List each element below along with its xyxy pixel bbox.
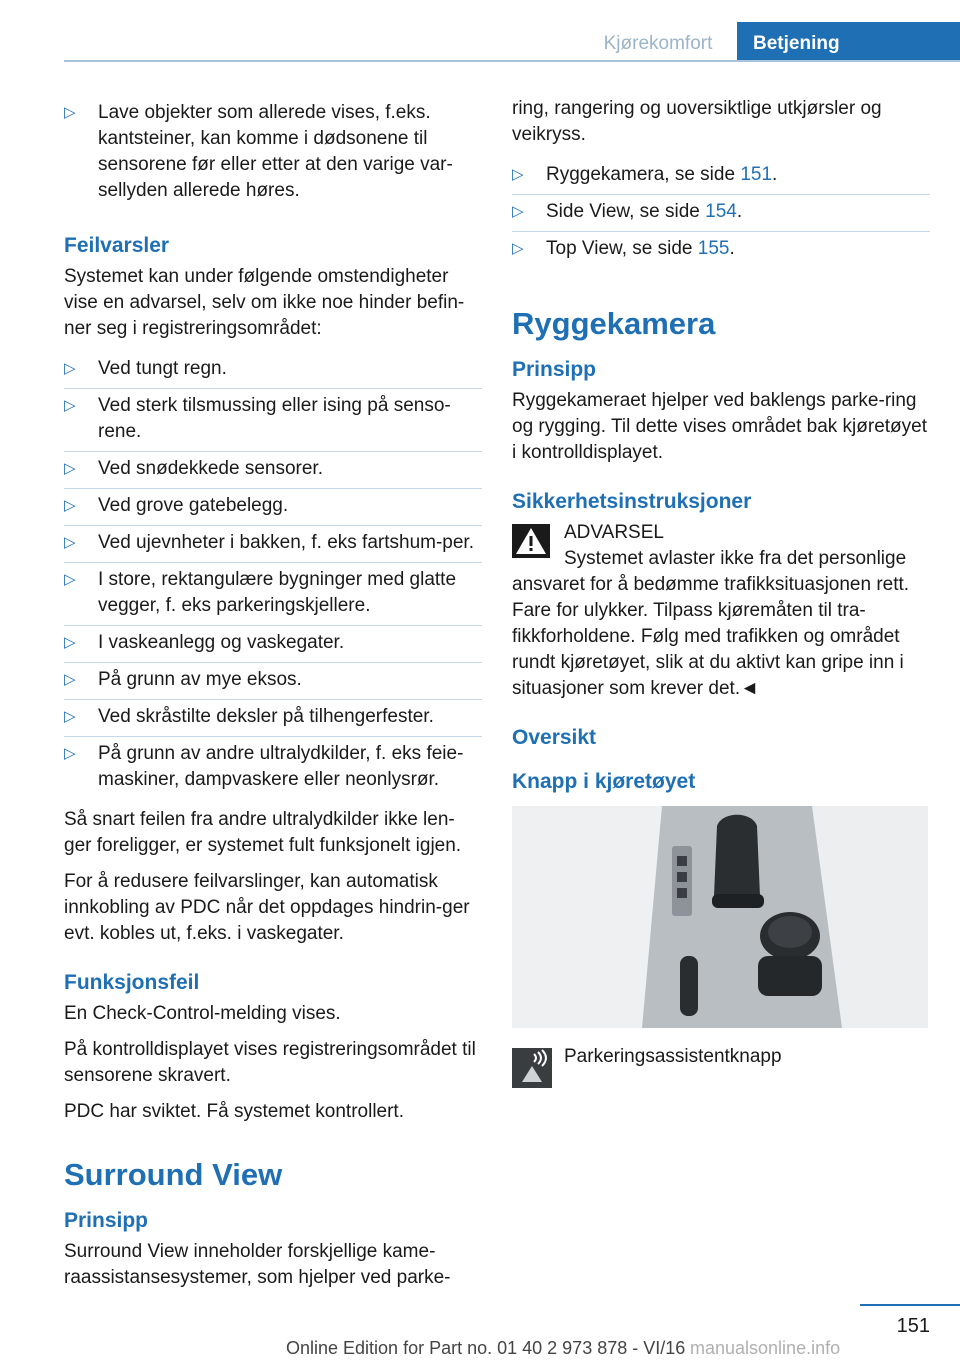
paragraph: PDC har sviktet. Få systemet kontrollert. bbox=[64, 1101, 404, 1122]
triangle-bullet-icon: ▷ bbox=[64, 571, 76, 588]
list-item: ▷ Ryggekamera, se side 151. bbox=[512, 158, 930, 195]
heading-knapp: Knapp i kjøretøyet bbox=[512, 770, 696, 793]
paragraph: For å redusere feilvarslinger, kan automatisk innkobling av PDC når det oppdages hindrin-ger evt. kobles ut, f.eks. i vaskegater. bbox=[64, 871, 470, 944]
paragraph: ring, rangering og uoversiktlige utkjørsler og veikryss. bbox=[512, 98, 882, 145]
triangle-bullet-icon: ▷ bbox=[512, 240, 524, 257]
triangle-bullet-icon: ▷ bbox=[64, 534, 76, 551]
warning-title: ADVARSEL bbox=[564, 522, 664, 543]
paragraph: På kontrolldisplayet vises registreringsområdet til sensorene skravert. bbox=[64, 1039, 476, 1086]
feilvarsler-bullets bbox=[64, 352, 482, 799]
feilvarsler-text: Systemet kan under følgende omstendigheter vise en advarsel, selv om ikke noe hinder befin-ner seg i registreringsområdet: bbox=[64, 266, 465, 339]
triangle-bullet-icon: ▷ bbox=[64, 104, 76, 121]
triangle-bullet-icon: ▷ bbox=[512, 203, 524, 220]
heading-prinsipp: Prinsipp bbox=[64, 1209, 149, 1232]
list-item: ▷ Ved snødekkede sensorer. bbox=[64, 452, 482, 489]
list-item: ▷ Side View, se side 154. bbox=[512, 195, 930, 232]
triangle-bullet-icon: ▷ bbox=[64, 397, 76, 414]
page-link[interactable]: 154 bbox=[705, 201, 737, 222]
list-item: ▷ I vaskeanlegg og vaskegater. bbox=[64, 626, 482, 663]
tab-betjening[interactable]: Betjening bbox=[737, 22, 960, 62]
list-item: ▷ I store, rektangulære bygninger med glatte vegger, f. eks parkeringskjellere. bbox=[64, 563, 482, 626]
list-item: ▷ Top View, se side 155. bbox=[512, 232, 930, 268]
reference-bullets bbox=[512, 158, 930, 268]
triangle-bullet-icon: ▷ bbox=[64, 745, 76, 762]
watermark: manualsonline.info bbox=[690, 1338, 841, 1358]
paragraph: En Check-Control-melding vises. bbox=[64, 1003, 341, 1024]
triangle-bullet-icon: ▷ bbox=[512, 166, 524, 183]
list-item: ▷ På grunn av andre ultralydkilder, f. eks feie-maskiner, dampvaskere eller neonlysrør. bbox=[64, 743, 464, 790]
triangle-bullet-icon: ▷ bbox=[64, 634, 76, 651]
triangle-bullet-icon: ▷ bbox=[64, 671, 76, 688]
triangle-bullet-icon: ▷ bbox=[64, 708, 76, 725]
parking-assistant-icon bbox=[512, 1048, 552, 1088]
left-column bbox=[64, 96, 482, 1301]
list-item: ▷ På grunn av mye eksos. bbox=[64, 663, 482, 700]
warning-text: ansvaret for å bedømme trafikksituasjonen rett. Fare for ulykker. Tilpass kjøremåten til tra-fikkforholdene. Følg med trafikken og området rundt kjøretøyet, slik at du aktivt kan gripe inn i situasjoner som krever det.◄ bbox=[512, 574, 910, 699]
page-link[interactable]: 151 bbox=[740, 164, 773, 185]
right-column bbox=[512, 96, 930, 1070]
triangle-bullet-icon: ▷ bbox=[64, 360, 76, 377]
paragraph: Så snart feilen fra andre ultralydkilder ikke len-ger foreligger, er systemet fult funksjonelt igjen. bbox=[64, 809, 462, 856]
list-item: ▷ Ved tungt regn. bbox=[64, 352, 482, 389]
parking-assistant-button-row bbox=[512, 1044, 930, 1070]
list-item: ▷ Ved grove gatebelegg. bbox=[64, 489, 482, 526]
page-header bbox=[0, 0, 960, 62]
page-link[interactable]: 155 bbox=[697, 238, 730, 259]
page-number: 151 bbox=[896, 1315, 930, 1337]
warning-triangle-icon bbox=[512, 524, 550, 558]
heading-oversikt: Oversikt bbox=[512, 726, 597, 749]
header-divider bbox=[64, 60, 960, 62]
heading-feilvarsler: Feilvarsler bbox=[64, 234, 170, 257]
parking-assistant-label: Parkeringsassistentknapp bbox=[564, 1046, 782, 1067]
edition-text: Online Edition for Part no. 01 40 2 973 878 - VI/16 bbox=[286, 1338, 686, 1358]
triangle-bullet-icon: ▷ bbox=[64, 460, 76, 477]
intro-bullets bbox=[64, 96, 482, 210]
list-item: ▷ Ved sterk tilsmussing eller ising på senso-rene. bbox=[64, 389, 482, 452]
paragraph: Surround View inneholder forskjellige kame-raassistansesystemer, som hjelper ved parke- bbox=[64, 1241, 451, 1288]
heading-prinsipp: Prinsipp bbox=[512, 358, 597, 381]
list-item: ▷ Lave objekter som allerede vises, f.eks. kantsteiner, kan komme i dødsonene til sensorene før eller etter at den varige var-sellyden allerede høres. bbox=[64, 102, 453, 201]
warning-box bbox=[512, 520, 930, 572]
warning-first-line: Systemet avlaster ikke fra det personlige bbox=[564, 548, 907, 569]
heading-sikkerhet: Sikkerhetsinstruksjoner bbox=[512, 490, 752, 513]
vehicle-console-photo bbox=[512, 806, 928, 1028]
list-item: ▷ Ved skråstilte deksler på tilhengerfester. bbox=[64, 700, 482, 737]
heading-ryggekamera: Ryggekamera bbox=[512, 306, 716, 341]
list-item: ▷ Ved ujevnheter i bakken, f. eks fartshum-per. bbox=[64, 526, 482, 563]
triangle-bullet-icon: ▷ bbox=[64, 497, 76, 514]
heading-surround-view: Surround View bbox=[64, 1157, 283, 1192]
footer-divider bbox=[860, 1304, 960, 1306]
tab-kjorekomfort[interactable]: Kjørekomfort bbox=[603, 33, 713, 54]
heading-funksjonsfeil: Funksjonsfeil bbox=[64, 971, 200, 994]
paragraph: Ryggekameraet hjelper ved baklengs parke-ring og rygging. Til dette vises området bak kjøretøyet i kontrolldisplayet. bbox=[512, 390, 928, 463]
